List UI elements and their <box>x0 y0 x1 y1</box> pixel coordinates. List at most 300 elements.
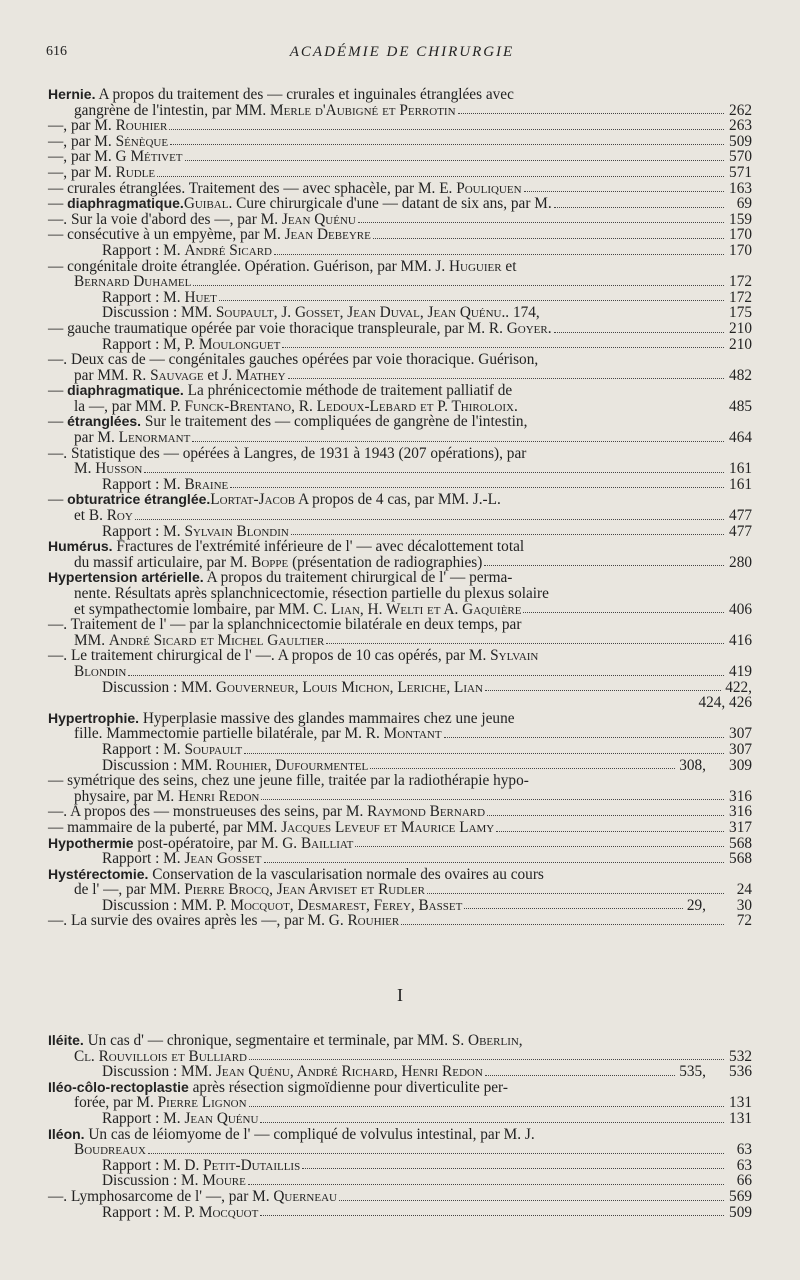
leader-dots <box>249 1106 724 1107</box>
entry-text <box>74 789 259 805</box>
leader-dots <box>523 612 724 613</box>
page-ref: 69 <box>736 195 752 213</box>
leader-dots <box>261 799 724 800</box>
page-ref: 316 <box>729 787 752 805</box>
page-ref: 406 <box>729 600 752 618</box>
page-ref: 24 <box>736 881 752 899</box>
leader-dots <box>291 534 724 535</box>
author-names: Braine <box>184 475 229 493</box>
page-ref: 477 <box>729 507 752 525</box>
index-entry <box>48 726 752 742</box>
index-entry <box>48 290 752 306</box>
entry-prefix: —, par M. <box>48 132 116 150</box>
entry-prefix: — <box>48 382 68 400</box>
entry-text <box>102 524 289 540</box>
entry-text <box>48 165 155 181</box>
entry-prefix: —, par M. G <box>48 148 131 166</box>
index-section-i <box>48 1033 752 1220</box>
entry-text <box>74 664 126 680</box>
entry-text <box>102 1064 483 1080</box>
index-entry <box>48 1127 752 1143</box>
entry-text <box>74 586 549 602</box>
leader-dots <box>487 815 724 816</box>
entry-text <box>102 305 540 321</box>
author-names: Sylvain <box>490 647 539 665</box>
entry-rest: Hyperplasie massive des glandes mammaires chez une jeune <box>139 709 515 727</box>
entry-suffix: et <box>501 257 517 275</box>
entry-rest: Fractures de l'extrémité inférieure de l' — avec décalottement total <box>112 538 525 556</box>
page-ref: 509 <box>729 1203 752 1221</box>
index-entry <box>48 414 752 430</box>
entry-text <box>74 103 456 119</box>
entry-rest: après résection sigmoïdienne pour diverticulite per- <box>188 1078 508 1096</box>
running-header <box>46 44 758 66</box>
entry-suffix: Cure chirurgicale d'une — datant de six ans, par M. <box>232 195 552 213</box>
leader-dots <box>401 924 724 925</box>
entry-text <box>102 680 483 696</box>
author-names: Moulonguet <box>198 335 281 353</box>
entry-text <box>48 570 512 586</box>
entry-text <box>48 492 501 508</box>
author-names: Merle d'Aubigné et Perrotin <box>270 101 456 119</box>
headword: Iléo-côlo-rectoplastie <box>48 1078 189 1095</box>
headword: Iléon. <box>48 1125 85 1142</box>
page-ref: 568 <box>729 850 752 868</box>
entry-text <box>102 1205 258 1221</box>
entry-prefix: —. Lymphosarcome de l' —, par M. <box>48 1187 274 1205</box>
author-names: Huet <box>184 288 217 306</box>
author-names: Lenormant <box>118 429 191 447</box>
index-entry <box>48 477 752 493</box>
page-ref: 535, <box>679 1063 706 1081</box>
author-names: Sylvain Blondin <box>184 522 289 540</box>
page-ref: 570 <box>729 148 752 166</box>
leader-dots <box>444 737 724 738</box>
leader-dots <box>554 207 724 208</box>
entry-text <box>102 337 280 353</box>
leader-dots <box>157 176 724 177</box>
leader-dots <box>370 768 675 769</box>
author-names: Jean Quénu, André Richard, Henri Redon <box>215 1063 483 1081</box>
leader-dots <box>282 347 724 348</box>
entry-text <box>48 1033 523 1049</box>
entry-text <box>48 321 552 337</box>
page-ref: 170 <box>729 226 752 244</box>
page-ref: 419 <box>729 662 752 680</box>
entry-prefix: Rapport : M. D. <box>102 1156 204 1174</box>
author-names: Lortat-Jacob <box>210 491 296 509</box>
entry-prefix: Rapport : M. <box>102 288 185 306</box>
author-names: Métivet <box>130 148 183 166</box>
author-names: Raymond Bernard <box>367 803 486 821</box>
index-entry <box>48 1142 752 1158</box>
index-entry <box>48 446 752 462</box>
headword: Iléite. <box>48 1032 84 1048</box>
entry-prefix: de l' —, par MM. <box>74 881 185 899</box>
page-ref: 131 <box>729 1094 752 1112</box>
entry-prefix: par MM. R. <box>74 366 151 384</box>
author-names: Pouliquen <box>456 179 522 197</box>
entry-prefix: fille. Mammectomie partielle bilatérale, par M. R. <box>74 725 384 743</box>
index-entry <box>48 758 752 774</box>
leader-dots <box>326 643 724 644</box>
entry-prefix: Rapport : M. <box>102 241 185 259</box>
entry-prefix: Rapport : M. <box>102 522 185 540</box>
leader-dots <box>248 1184 724 1185</box>
leader-dots <box>244 753 724 754</box>
page-ref: 172 <box>729 273 752 291</box>
entry-text <box>102 758 368 774</box>
author-names: Soupault <box>184 740 243 758</box>
entry-text <box>102 898 462 914</box>
entry-prefix: —. Sur la voie d'abord des —, par M. <box>48 210 282 228</box>
entry-prefix: — congénitale droite étranglée. Opération. Guérison, par MM. J. <box>48 257 449 275</box>
page-ref: 568 <box>729 834 752 852</box>
entry-text <box>74 602 521 618</box>
author-names: Mocquot, Desmarest, Ferey, Basset <box>230 896 463 914</box>
entry-prefix: — symétrique des seins, chez une jeune fille, traitée par la radiothérapie hypo- <box>48 772 529 790</box>
entry-text <box>48 836 353 852</box>
headword: Hystérectomie. <box>48 865 149 882</box>
author-names: André Sicard <box>184 241 272 259</box>
leader-dots <box>485 690 721 691</box>
subheadword: diaphragmatique. <box>67 382 184 399</box>
leader-dots <box>185 160 724 161</box>
page-ref: 422, <box>725 678 752 696</box>
leader-dots <box>554 332 724 333</box>
leader-dots <box>260 1215 724 1216</box>
entry-prefix: —. Traitement de l' — par la splanchnicectomie bilatérale en deux temps, par <box>48 616 522 634</box>
entry-text <box>74 1049 247 1065</box>
index-entry <box>48 1111 752 1127</box>
author-names: Rouhier <box>115 117 168 135</box>
page-ref: 159 <box>729 210 752 228</box>
index-entry <box>48 664 752 680</box>
index-entry <box>48 633 752 649</box>
author-names: Sauvage <box>150 366 204 384</box>
leader-dots <box>144 472 724 473</box>
page-ref: 532 <box>729 1047 752 1065</box>
subheadword: obturatrice étranglée. <box>67 491 211 508</box>
author-names: Mocquot <box>198 1203 259 1221</box>
page-ref: 316 <box>729 803 752 821</box>
entry-prefix: forée, par M. <box>74 1094 158 1112</box>
index-entry <box>48 789 752 805</box>
entry-text <box>102 477 228 493</box>
entry-prefix: Discussion : MM. P. <box>102 896 231 914</box>
entry-text <box>102 1158 300 1174</box>
index-entry <box>48 430 752 446</box>
entry-text <box>74 555 482 571</box>
entry-text <box>48 134 168 150</box>
entry-prefix: physaire, par M. <box>74 787 179 805</box>
leader-dots <box>373 238 724 239</box>
index-entry <box>48 399 752 415</box>
entry-text <box>74 726 442 742</box>
entry-text <box>102 1173 246 1189</box>
author-names: Funck-Brentano, R. Ledoux-Lebard et P. Thiroloix. <box>184 397 518 415</box>
entry-prefix: nente. Résultats après splanchnicectomie, résection partielle du plexus solaire <box>74 585 549 602</box>
index-entry <box>48 103 752 119</box>
headword: Hypothermie <box>48 834 134 851</box>
index-entry <box>48 570 752 586</box>
entry-prefix: Discussion : M. <box>102 1172 203 1190</box>
author-names: Bernard Duhamel <box>74 273 192 291</box>
headword: Hernie. <box>48 86 96 102</box>
entry-prefix: — gauche traumatique opérée par voie thoracique transpleurale, par M. R. <box>48 319 507 337</box>
page-ref: 163 <box>729 179 752 197</box>
leader-dots <box>302 1168 724 1169</box>
headword: Humérus. <box>48 538 113 555</box>
headword: Hypertension artérielle. <box>48 569 204 586</box>
entry-prefix: Rapport : M. P. <box>102 1203 199 1221</box>
entry-prefix: —. La survie des ovaires après les —, par M. G. <box>48 912 348 930</box>
author-names: Mathey <box>235 366 286 384</box>
author-names: Moure <box>202 1172 246 1190</box>
entry-text <box>74 1142 146 1158</box>
entry-suffix: et J. <box>203 366 236 384</box>
page-ref: 29, <box>686 896 706 914</box>
author-names: Roy <box>106 507 133 525</box>
leader-dots <box>260 1122 724 1123</box>
entry-rest: Un cas d' — chronique, segmentaire et terminale, par MM. S. <box>83 1032 469 1049</box>
entry-prefix: Discussion : MM. <box>102 756 216 774</box>
page-ref: 509 <box>729 132 752 150</box>
entry-text <box>48 181 522 197</box>
page-ref: 170 <box>729 241 752 259</box>
index-entry <box>48 227 752 243</box>
index-entry <box>48 305 752 321</box>
entry-text <box>102 1111 258 1127</box>
page-ref: 161 <box>729 460 752 478</box>
entry-prefix: Discussion : MM. <box>102 304 216 322</box>
author-names: Sénèque <box>115 132 169 150</box>
entry-text <box>48 118 167 134</box>
entry-text <box>74 368 286 384</box>
leader-dots <box>135 519 724 520</box>
subheadword: étranglées. <box>67 413 142 430</box>
leader-dots <box>219 300 724 301</box>
index-entry <box>48 1033 752 1049</box>
index-entry <box>48 368 752 384</box>
entry-text <box>48 383 512 399</box>
entry-prefix: — consécutive à un empyème, par M. <box>48 226 285 244</box>
leader-dots <box>484 565 724 566</box>
index-entry <box>48 602 752 618</box>
author-names: Oberlin, <box>468 1032 523 1049</box>
author-names: Petit-Dutaillis <box>203 1156 301 1174</box>
author-names: Gouverneur, Louis Michon, Leriche, Lian <box>215 678 483 696</box>
page-ref: 30 <box>736 896 752 914</box>
page-ref: 477 <box>729 522 752 540</box>
page-ref: 172 <box>729 288 752 306</box>
entry-prefix: Rapport : M. <box>102 1109 185 1127</box>
entry-prefix: Discussion : MM. <box>102 1063 216 1081</box>
page-ref: 317 <box>729 818 752 836</box>
index-entry <box>48 243 752 259</box>
entry-rest: Conservation de la vascularisation normale des ovaires au cours <box>148 865 544 883</box>
index-entry <box>48 898 752 914</box>
author-names: Querneau <box>273 1187 337 1205</box>
entry-suffix: (présentation de radiographies) <box>288 553 483 571</box>
index-entry <box>48 524 752 540</box>
entry-prefix: M. <box>74 460 96 478</box>
entry-text <box>74 508 133 524</box>
page-ref: 66 <box>736 1172 752 1190</box>
author-names: Rouhier, Dufourmentel <box>215 756 369 774</box>
entry-text <box>48 414 527 430</box>
entry-text <box>74 461 142 477</box>
author-names: Jacques Leveuf et Maurice Lamy <box>281 818 495 836</box>
entry-text <box>48 773 529 789</box>
leader-dots <box>274 254 724 255</box>
entry-prefix: Rapport : M. <box>102 740 185 758</box>
leader-dots <box>339 1200 724 1201</box>
leader-dots <box>170 144 724 145</box>
author-names: Henri Redon <box>178 787 260 805</box>
entry-prefix: —. Deux cas de — congénitales gauches opérées par voie thoracique. Guérison, <box>48 351 539 369</box>
index-entry <box>48 648 752 664</box>
author-names: Rudle <box>115 163 156 181</box>
leader-dots <box>355 846 724 847</box>
leader-dots <box>358 222 724 223</box>
index-entry <box>48 259 752 275</box>
leader-dots <box>427 893 724 894</box>
leader-dots <box>192 441 724 442</box>
page-ref: 210 <box>729 335 752 353</box>
entry-prefix: — mammaire de la puberté, par MM. <box>48 818 282 836</box>
entry-text <box>74 633 324 649</box>
index-entry <box>48 352 752 368</box>
author-names: Pierre Lignon <box>157 1094 247 1112</box>
entry-prefix: — <box>48 413 68 431</box>
index-entry <box>48 804 752 820</box>
entry-prefix: — <box>48 491 68 509</box>
index-entry <box>48 1173 752 1189</box>
index-entry <box>48 212 752 228</box>
entry-prefix: la —, par MM. P. <box>74 397 185 415</box>
page-ref: 263 <box>729 117 752 135</box>
page-ref: 309 <box>729 756 752 774</box>
author-names: Jean Quénu <box>281 210 356 228</box>
index-entry <box>48 1064 752 1080</box>
entry-prefix: Discussion : MM. <box>102 678 216 696</box>
entry-text <box>48 87 514 103</box>
page-ref: 536 <box>729 1063 752 1081</box>
index-entry <box>48 680 752 696</box>
author-names: Cl. Rouvillois et Bulliard <box>74 1047 247 1065</box>
page-ref: 569 <box>729 1187 752 1205</box>
index-entry <box>48 851 752 867</box>
entry-text <box>48 820 494 836</box>
headword: Hypertrophie. <box>48 709 140 726</box>
index-entry <box>48 867 752 883</box>
entry-rest: A propos du traitement chirurgical de l' — perma- <box>203 569 513 587</box>
entry-prefix: —. Le traitement chirurgical de l' —. A propos de 10 cas opérés, par M. <box>48 647 491 665</box>
entry-suffix: .. 174, <box>501 304 540 322</box>
entry-text <box>48 804 485 820</box>
author-names: Huguier <box>449 257 502 275</box>
index-entry <box>48 321 752 337</box>
index-entry <box>48 492 752 508</box>
index-entry <box>48 820 752 836</box>
author-names: Boudreaux <box>74 1141 146 1159</box>
entry-prefix: Rapport : M. <box>102 850 185 868</box>
index-entry <box>48 555 752 571</box>
entry-text <box>48 446 526 462</box>
leader-dots <box>148 1153 724 1154</box>
index-entry <box>48 134 752 150</box>
leader-dots <box>458 113 724 114</box>
entry-text <box>48 212 356 228</box>
entry-prefix: par M. <box>74 429 119 447</box>
entry-suffix: Sur le traitement des — compliquées de gangrène de l'intestin, <box>141 413 528 431</box>
index-entry <box>48 87 752 103</box>
page-ref: 210 <box>729 319 752 337</box>
leader-dots <box>169 129 724 130</box>
author-names: Jean Gosset <box>184 850 262 868</box>
index-entry <box>48 508 752 524</box>
index-entry <box>48 836 752 852</box>
leader-dots <box>524 191 724 192</box>
entry-prefix: — crurales étranglées. Traitement des — avec sphacèle, par M. E. <box>48 179 457 197</box>
page-number: 616 <box>46 44 67 59</box>
leader-dots <box>230 487 724 488</box>
author-names: Husson <box>95 460 143 478</box>
page-ref: 131 <box>729 1109 752 1127</box>
index-entry <box>48 1095 752 1111</box>
author-names: Rouhier <box>347 912 400 930</box>
entry-prefix: Rapport : M. <box>102 475 185 493</box>
section-letter: I <box>397 985 403 1005</box>
leader-dots <box>249 1059 724 1060</box>
entry-text <box>48 913 399 929</box>
author-names: Blondin <box>74 662 127 680</box>
index-entry <box>48 274 752 290</box>
entry-prefix: gangrène de l'intestin, par MM. <box>74 101 271 119</box>
entry-text <box>102 290 217 306</box>
entry-prefix: —, par M. <box>48 117 116 135</box>
page-ref: 72 <box>736 912 752 930</box>
entry-prefix: et sympathectomie lombaire, par MM. C. <box>74 600 332 618</box>
entry-text <box>74 882 425 898</box>
author-names: Pierre Brocq, Jean Arviset et Rudler <box>184 881 425 899</box>
entry-text <box>48 867 544 883</box>
author-names: Lian, H. Welti et A. Gaquière <box>331 600 522 618</box>
page-ref: 63 <box>736 1141 752 1159</box>
index-entry <box>48 196 752 212</box>
page-ref: 175 <box>729 304 752 322</box>
page-ref: 308, <box>679 756 706 774</box>
entry-text <box>74 1095 247 1111</box>
index-entry <box>48 1205 752 1221</box>
entry-text <box>102 243 272 259</box>
leader-dots <box>485 1075 675 1076</box>
page-ref: 307 <box>729 740 752 758</box>
entry-text <box>48 149 183 165</box>
entry-prefix: —, par M. <box>48 163 116 181</box>
index-entry <box>48 539 752 555</box>
running-title: ACADÉMIE DE CHIRURGIE <box>289 44 515 60</box>
leader-dots <box>264 862 725 863</box>
entry-rest: Un cas de léiomyome de l' — compliqué de volvulus intestinal, par M. J. <box>84 1125 535 1143</box>
index-entry <box>48 118 752 134</box>
index-entry <box>48 711 752 727</box>
entry-text <box>48 1127 535 1143</box>
author-names: Goyer. <box>506 319 552 337</box>
entry-prefix: — <box>48 195 68 213</box>
entry-rest: A propos du traitement des — crurales et inguinales étranglées avec <box>95 86 514 103</box>
